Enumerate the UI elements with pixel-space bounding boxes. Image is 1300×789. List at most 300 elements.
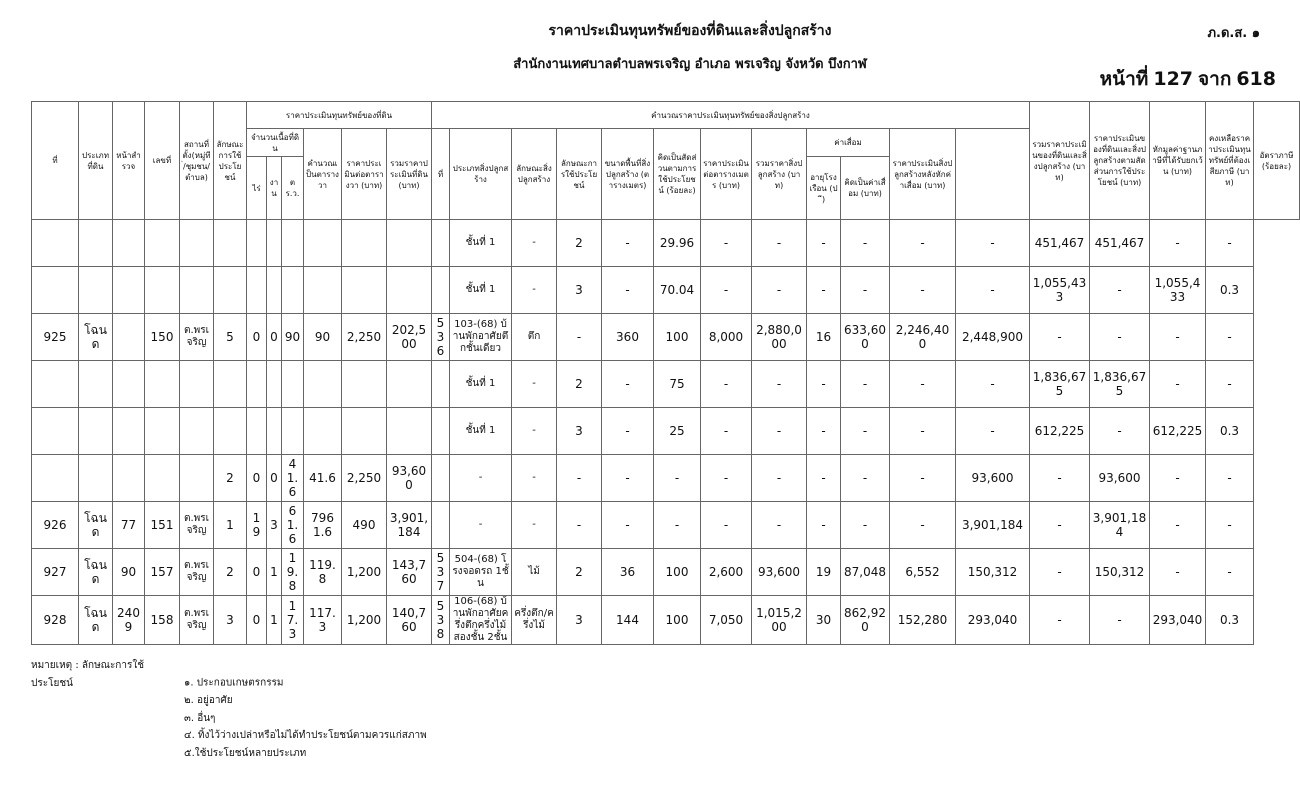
table-cell: 1 <box>214 502 247 549</box>
table-cell <box>145 455 180 502</box>
table-cell: - <box>841 220 890 267</box>
table-cell: 0 <box>267 455 282 502</box>
table-cell <box>387 361 432 408</box>
table-cell <box>267 220 282 267</box>
table-cell: - <box>1090 314 1150 361</box>
col-rai: ไร่ <box>247 157 267 220</box>
table-cell: - <box>701 220 752 267</box>
table-cell: - <box>1206 549 1254 596</box>
table-cell: 1 <box>267 549 282 596</box>
table-cell: 0 <box>247 455 267 502</box>
table-cell: 90 <box>282 314 304 361</box>
note-item: ๑. ประกอบเกษตรกรรม <box>184 677 284 689</box>
table-cell: - <box>1150 220 1206 267</box>
table-cell: - <box>654 502 701 549</box>
table-cell: 612,225 <box>1150 408 1206 455</box>
table-cell: 293,040 <box>956 596 1030 645</box>
table-cell: 119.8 <box>304 549 342 596</box>
col-dep-amt: คิดเป็นค่าเสื่อม (บาท) <box>841 157 890 220</box>
table-cell <box>79 361 113 408</box>
table-cell: 0.3 <box>1206 596 1254 645</box>
table-cell: 2 <box>214 549 247 596</box>
col-bldg-kind: ลักษณะสิ่งปลูกสร้าง <box>512 129 557 220</box>
table-cell: 451,467 <box>1030 220 1090 267</box>
table-cell: - <box>1206 314 1254 361</box>
table-cell <box>32 455 79 502</box>
table-cell: ตึก <box>512 314 557 361</box>
note-item: ๓. อื่นๆ <box>184 712 216 724</box>
table-row <box>32 502 1300 549</box>
table-cell <box>113 314 145 361</box>
table-cell: - <box>1150 455 1206 502</box>
table-cell: - <box>1030 314 1090 361</box>
table-row <box>32 361 1300 408</box>
table-cell: 1,055,433 <box>1150 267 1206 314</box>
table-cell: - <box>557 455 602 502</box>
col-bldg-pct: คิดเป็นสัดส่วนตามการใช้ประโยชน์ (ร้อยละ) <box>654 129 701 220</box>
table-body <box>32 220 1300 645</box>
table-cell <box>180 361 214 408</box>
table-cell: - <box>1090 267 1150 314</box>
col-doc-no: เลขที่ <box>145 102 180 220</box>
table-cell: 1,836,675 <box>1030 361 1090 408</box>
table-cell: โฉนด <box>79 596 113 645</box>
table-cell: 41.6 <box>304 455 342 502</box>
col-location: สถานที่ตั้ง(หมู่ที่/ชุมชน/ตำบล) <box>180 102 214 220</box>
table-cell: 143,760 <box>387 549 432 596</box>
table-cell <box>79 455 113 502</box>
table-cell: - <box>752 502 807 549</box>
table-cell <box>304 361 342 408</box>
table-cell: 25 <box>654 408 701 455</box>
table-cell: 8,000 <box>701 314 752 361</box>
table-row <box>32 408 1300 455</box>
table-cell: 87,048 <box>841 549 890 596</box>
table-cell: 117.3 <box>304 596 342 645</box>
area-group: จำนวนเนื้อที่ดิน <box>247 129 304 157</box>
table-cell: - <box>602 408 654 455</box>
assessment-table <box>31 101 1300 645</box>
table-row <box>32 549 1300 596</box>
table-row <box>32 596 1300 645</box>
table-cell: 17.3 <box>282 596 304 645</box>
table-cell <box>180 267 214 314</box>
table-cell: ต.พรเจริญ <box>180 502 214 549</box>
table-cell <box>145 267 180 314</box>
table-cell <box>342 361 387 408</box>
table-cell: 2 <box>557 361 602 408</box>
table-cell: 490 <box>342 502 387 549</box>
table-cell: 0.3 <box>1206 267 1254 314</box>
table-cell: 29.96 <box>654 220 701 267</box>
table-cell: 100 <box>654 596 701 645</box>
col-bldg-usage: ลักษณะการใช้ประโยชน์ <box>557 129 602 220</box>
col-usage: ลักษณะการใช้ประโยชน์ <box>214 102 247 220</box>
table-cell: ต.พรเจริญ <box>180 549 214 596</box>
col-remain: คงเหลือราคาประเมินทุนทรัพย์ที่ต้องเสียภาษี (บาท) <box>1206 102 1254 220</box>
note-item: ๒. อยู่อาศัย <box>184 695 233 706</box>
col-bldg-type: ประเภทสิ่งปลูกสร้าง <box>450 129 512 220</box>
table-cell: - <box>841 408 890 455</box>
table-cell <box>304 220 342 267</box>
table-cell: 1,836,675 <box>1090 361 1150 408</box>
table-cell: - <box>701 455 752 502</box>
table-cell <box>432 267 450 314</box>
table-cell <box>432 361 450 408</box>
table-cell <box>214 220 247 267</box>
table-cell <box>214 361 247 408</box>
table-cell <box>282 267 304 314</box>
land-valuation-group: ราคาประเมินทุนทรัพย์ของที่ดิน <box>247 102 432 129</box>
table-cell: - <box>807 361 841 408</box>
table-cell: 0 <box>247 549 267 596</box>
table-cell: - <box>1030 455 1090 502</box>
table-cell: 293,040 <box>1150 596 1206 645</box>
table-cell: 0 <box>247 596 267 645</box>
table-cell <box>113 220 145 267</box>
col-survey-page: หน้าสำรวจ <box>113 102 145 220</box>
table-cell: - <box>841 361 890 408</box>
table-cell: 151 <box>145 502 180 549</box>
table-cell: 0 <box>267 314 282 361</box>
table-cell: 202,500 <box>387 314 432 361</box>
table-cell: - <box>1206 220 1254 267</box>
table-cell: 612,225 <box>1030 408 1090 455</box>
form-code: ภ.ด.ส. ๑ <box>1207 26 1260 41</box>
table-cell: - <box>807 220 841 267</box>
col-sum-all: รวมราคาประเมินของที่ดินและสิ่งปลูกสร้าง (บาท) <box>1030 102 1090 220</box>
table-cell <box>32 267 79 314</box>
table-cell: 3 <box>214 596 247 645</box>
table-cell <box>247 267 267 314</box>
building-valuation-group: คำนวณราคาประเมินทุนทรัพย์ของสิ่งปลูกสร้าง <box>432 102 1030 129</box>
table-cell: - <box>1090 596 1150 645</box>
table-cell: 928 <box>32 596 79 645</box>
table-cell: 150 <box>145 314 180 361</box>
note-item: ๕.ใช้ประโยชน์หลายประเภท <box>184 747 307 759</box>
table-cell: 90 <box>304 314 342 361</box>
col-bldg-total: รวมราคาสิ่งปลูกสร้าง (บาท) <box>752 129 807 220</box>
table-cell: - <box>602 502 654 549</box>
table-cell: 93,600 <box>752 549 807 596</box>
table-cell: 926 <box>32 502 79 549</box>
table-cell <box>214 267 247 314</box>
table-cell: 360 <box>602 314 654 361</box>
document-title: ราคาประเมินทุนทรัพย์ของที่ดินและสิ่งปลูกสร้าง <box>548 23 832 39</box>
table-cell: โฉนด <box>79 549 113 596</box>
table-cell <box>113 361 145 408</box>
table-cell: 106-(68) บ้านพักอาศัยครึ่งตึกครึ่งไม้สองชั้น 2ชั้น <box>450 596 512 645</box>
col-ngan: งาน <box>267 157 282 220</box>
table-cell <box>247 361 267 408</box>
table-cell: - <box>1030 549 1090 596</box>
table-cell: 504-(68) โรงจอดรถ 1ชั้น <box>450 549 512 596</box>
table-cell: 77 <box>113 502 145 549</box>
table-cell: 100 <box>654 314 701 361</box>
table-cell: 103-(68) บ้านพักอาศัยตึกชั้นเดียว <box>450 314 512 361</box>
table-cell: - <box>557 502 602 549</box>
table-cell <box>267 267 282 314</box>
table-cell: - <box>1150 502 1206 549</box>
table-cell <box>432 455 450 502</box>
table-cell: 538 <box>432 596 450 645</box>
table-cell: 451,467 <box>1090 220 1150 267</box>
table-cell: ชั้นที่ 1 <box>450 361 512 408</box>
table-cell <box>180 455 214 502</box>
table-cell: - <box>752 408 807 455</box>
table-cell: - <box>956 220 1030 267</box>
table-cell <box>79 408 113 455</box>
table-cell: 2,600 <box>701 549 752 596</box>
col-land-type: ประเภทที่ดิน <box>79 102 113 220</box>
table-cell <box>247 220 267 267</box>
table-cell: โฉนด <box>79 314 113 361</box>
table-cell: 90 <box>113 549 145 596</box>
table-cell: 75 <box>654 361 701 408</box>
table-cell: - <box>841 267 890 314</box>
table-cell <box>304 408 342 455</box>
table-cell: - <box>956 267 1030 314</box>
table-cell <box>282 220 304 267</box>
table-cell: - <box>752 361 807 408</box>
depreciation-group: ค่าเสื่อม <box>807 129 890 157</box>
table-cell: 536 <box>432 314 450 361</box>
table-cell: - <box>841 502 890 549</box>
table-cell: - <box>1090 408 1150 455</box>
table-cell: - <box>512 267 557 314</box>
page-prefix: หน้าที่ <box>1099 68 1149 90</box>
table-cell: - <box>890 502 956 549</box>
table-cell: 93,600 <box>387 455 432 502</box>
table-cell: ต.พรเจริญ <box>180 314 214 361</box>
table-cell <box>79 267 113 314</box>
table-cell <box>282 408 304 455</box>
table-cell <box>432 502 450 549</box>
table-cell: 2,448,900 <box>956 314 1030 361</box>
table-cell <box>180 220 214 267</box>
table-cell: 2,250 <box>342 314 387 361</box>
table-cell <box>304 267 342 314</box>
table-cell <box>432 408 450 455</box>
table-row <box>32 220 1300 267</box>
table-row <box>32 455 1300 502</box>
table-cell: 150,312 <box>956 549 1030 596</box>
table-cell: 2 <box>557 549 602 596</box>
table-cell <box>282 361 304 408</box>
table-cell <box>387 267 432 314</box>
table-cell: - <box>1030 502 1090 549</box>
table-cell: ครึ่งตึก/ครึ่งไม้ <box>512 596 557 645</box>
table-cell <box>247 408 267 455</box>
table-cell: 150,312 <box>1090 549 1150 596</box>
page-indicator <box>1095 64 1276 94</box>
table-cell: 925 <box>32 314 79 361</box>
col-land-total: รวมราคาประเมินที่ดิน (บาท) <box>387 129 432 220</box>
col-after-dep: ราคาประเมินสิ่งปลูกสร้างหลังหักค่าเสื่อม (บาท) <box>890 129 956 220</box>
table-cell: - <box>602 455 654 502</box>
table-row <box>32 314 1300 361</box>
col-bldg-area: ขนาดพื้นที่สิ่งปลูกสร้าง (ตารางเมตร) <box>602 129 654 220</box>
table-cell: 152,280 <box>890 596 956 645</box>
table-cell <box>342 408 387 455</box>
table-cell: ชั้นที่ 1 <box>450 408 512 455</box>
table-cell <box>342 220 387 267</box>
table-cell: - <box>1206 502 1254 549</box>
table-cell: 1,015,200 <box>752 596 807 645</box>
table-cell: - <box>752 267 807 314</box>
table-cell: 140,760 <box>387 596 432 645</box>
table-cell: - <box>807 267 841 314</box>
table-cell: 36 <box>602 549 654 596</box>
table-cell <box>113 408 145 455</box>
table-cell <box>180 408 214 455</box>
table-cell: - <box>890 408 956 455</box>
table-cell: - <box>701 361 752 408</box>
table-cell: 1,200 <box>342 549 387 596</box>
table-cell <box>432 220 450 267</box>
table-cell: 537 <box>432 549 450 596</box>
table-cell: - <box>602 361 654 408</box>
table-cell: 1,200 <box>342 596 387 645</box>
table-cell: - <box>752 455 807 502</box>
page-of: จาก <box>1198 68 1232 90</box>
table-cell: 3,901,184 <box>1090 502 1150 549</box>
table-cell: - <box>557 314 602 361</box>
table-cell: - <box>450 455 512 502</box>
table-cell: 3,901,184 <box>387 502 432 549</box>
table-cell: - <box>1206 455 1254 502</box>
table-cell: 3 <box>267 502 282 549</box>
note-item: ๔. ทิ้งไว้ว่างเปล่าหรือไม่ได้ทำประโยชน์ตามควรแก่สภาพ <box>184 730 427 741</box>
table-cell: - <box>512 455 557 502</box>
table-cell: - <box>512 220 557 267</box>
table-cell: 2,246,400 <box>890 314 956 361</box>
table-cell: 2 <box>557 220 602 267</box>
table-cell: - <box>956 408 1030 455</box>
table-cell: - <box>890 220 956 267</box>
table-cell <box>113 267 145 314</box>
col-price-per-wa: ราคาประเมินต่อตารางวา (บาท) <box>342 129 387 220</box>
table-cell: 93,600 <box>1090 455 1150 502</box>
table-cell: - <box>807 408 841 455</box>
table-cell: - <box>701 408 752 455</box>
table-cell: - <box>890 361 956 408</box>
table-cell: 927 <box>32 549 79 596</box>
table-cell: - <box>752 220 807 267</box>
table-cell: 7961.6 <box>304 502 342 549</box>
col-wa: ตร.ว. <box>282 157 304 220</box>
table-cell: 6,552 <box>890 549 956 596</box>
table-cell <box>32 361 79 408</box>
page-total: 618 <box>1236 68 1276 90</box>
col-bldg-price: ราคาประเมินต่อตารางเมตร (บาท) <box>701 129 752 220</box>
table-cell: - <box>1150 314 1206 361</box>
table-cell: - <box>1206 361 1254 408</box>
table-cell: 3 <box>557 267 602 314</box>
table-cell <box>145 220 180 267</box>
table-cell: 0.3 <box>1206 408 1254 455</box>
table-cell: ต.พรเจริญ <box>180 596 214 645</box>
table-cell <box>79 220 113 267</box>
table-cell: - <box>956 361 1030 408</box>
table-cell: 3 <box>557 408 602 455</box>
table-cell: ไม้ <box>512 549 557 596</box>
table-cell: - <box>654 455 701 502</box>
table-cell <box>387 408 432 455</box>
table-cell: ชั้นที่ 1 <box>450 220 512 267</box>
table-cell: - <box>1150 361 1206 408</box>
notes-label: หมายเหตุ : ลักษณะการใช้ประโยชน์ <box>31 660 145 689</box>
table-cell: - <box>701 502 752 549</box>
col-sqwa: คำนวณเป็นตารางวา <box>304 129 342 220</box>
table-cell <box>387 220 432 267</box>
table-cell: - <box>807 455 841 502</box>
table-cell: 1 <box>267 596 282 645</box>
table-cell: - <box>841 455 890 502</box>
table-cell: - <box>807 502 841 549</box>
table-cell: 61.6 <box>282 502 304 549</box>
table-cell: 3,901,184 <box>956 502 1030 549</box>
table-cell: 2 <box>214 455 247 502</box>
table-cell: 2,880,000 <box>752 314 807 361</box>
table-cell <box>113 455 145 502</box>
page-number: 127 <box>1153 68 1194 90</box>
table-cell: - <box>450 502 512 549</box>
table-cell: 41.6 <box>282 455 304 502</box>
table-cell: 633,600 <box>841 314 890 361</box>
table-cell: - <box>1150 549 1206 596</box>
table-cell: - <box>701 267 752 314</box>
col-bldg-no: ที่ <box>432 129 450 220</box>
table-cell: 70.04 <box>654 267 701 314</box>
col-exempt: หักมูลค่าฐานภาษีที่ได้รับยกเว้น (บาท) <box>1150 102 1206 220</box>
table-cell <box>32 220 79 267</box>
table-cell: 100 <box>654 549 701 596</box>
table-cell: 19 <box>247 502 267 549</box>
table-cell: 5 <box>214 314 247 361</box>
table-cell <box>267 408 282 455</box>
table-cell: - <box>1030 596 1090 645</box>
table-cell: 157 <box>145 549 180 596</box>
table-cell: 30 <box>807 596 841 645</box>
table-cell: โฉนด <box>79 502 113 549</box>
table-cell: 3 <box>557 596 602 645</box>
table-cell: 93,600 <box>956 455 1030 502</box>
table-cell: 862,920 <box>841 596 890 645</box>
table-cell: - <box>512 361 557 408</box>
table-cell: - <box>602 220 654 267</box>
table-cell <box>32 408 79 455</box>
table-cell <box>145 361 180 408</box>
table-cell: 144 <box>602 596 654 645</box>
col-age: อายุโรงเรือน (ปี) <box>807 157 841 220</box>
table-cell: 2409 <box>113 596 145 645</box>
table-cell <box>267 361 282 408</box>
col-by-ratio: ราคาประเมินของที่ดินและสิ่งปลูกสร้างตามสัดส่วนการใช้ประโยชน์ (บาท) <box>1090 102 1150 220</box>
table-cell: 2,250 <box>342 455 387 502</box>
table-cell: 16 <box>807 314 841 361</box>
table-cell: - <box>512 502 557 549</box>
col-no: ที่ <box>32 102 79 220</box>
table-cell: 19.8 <box>282 549 304 596</box>
table-cell: - <box>512 408 557 455</box>
table-cell: - <box>890 267 956 314</box>
table-cell <box>214 408 247 455</box>
table-row <box>32 267 1300 314</box>
table-cell: 158 <box>145 596 180 645</box>
table-cell <box>145 408 180 455</box>
table-cell <box>342 267 387 314</box>
